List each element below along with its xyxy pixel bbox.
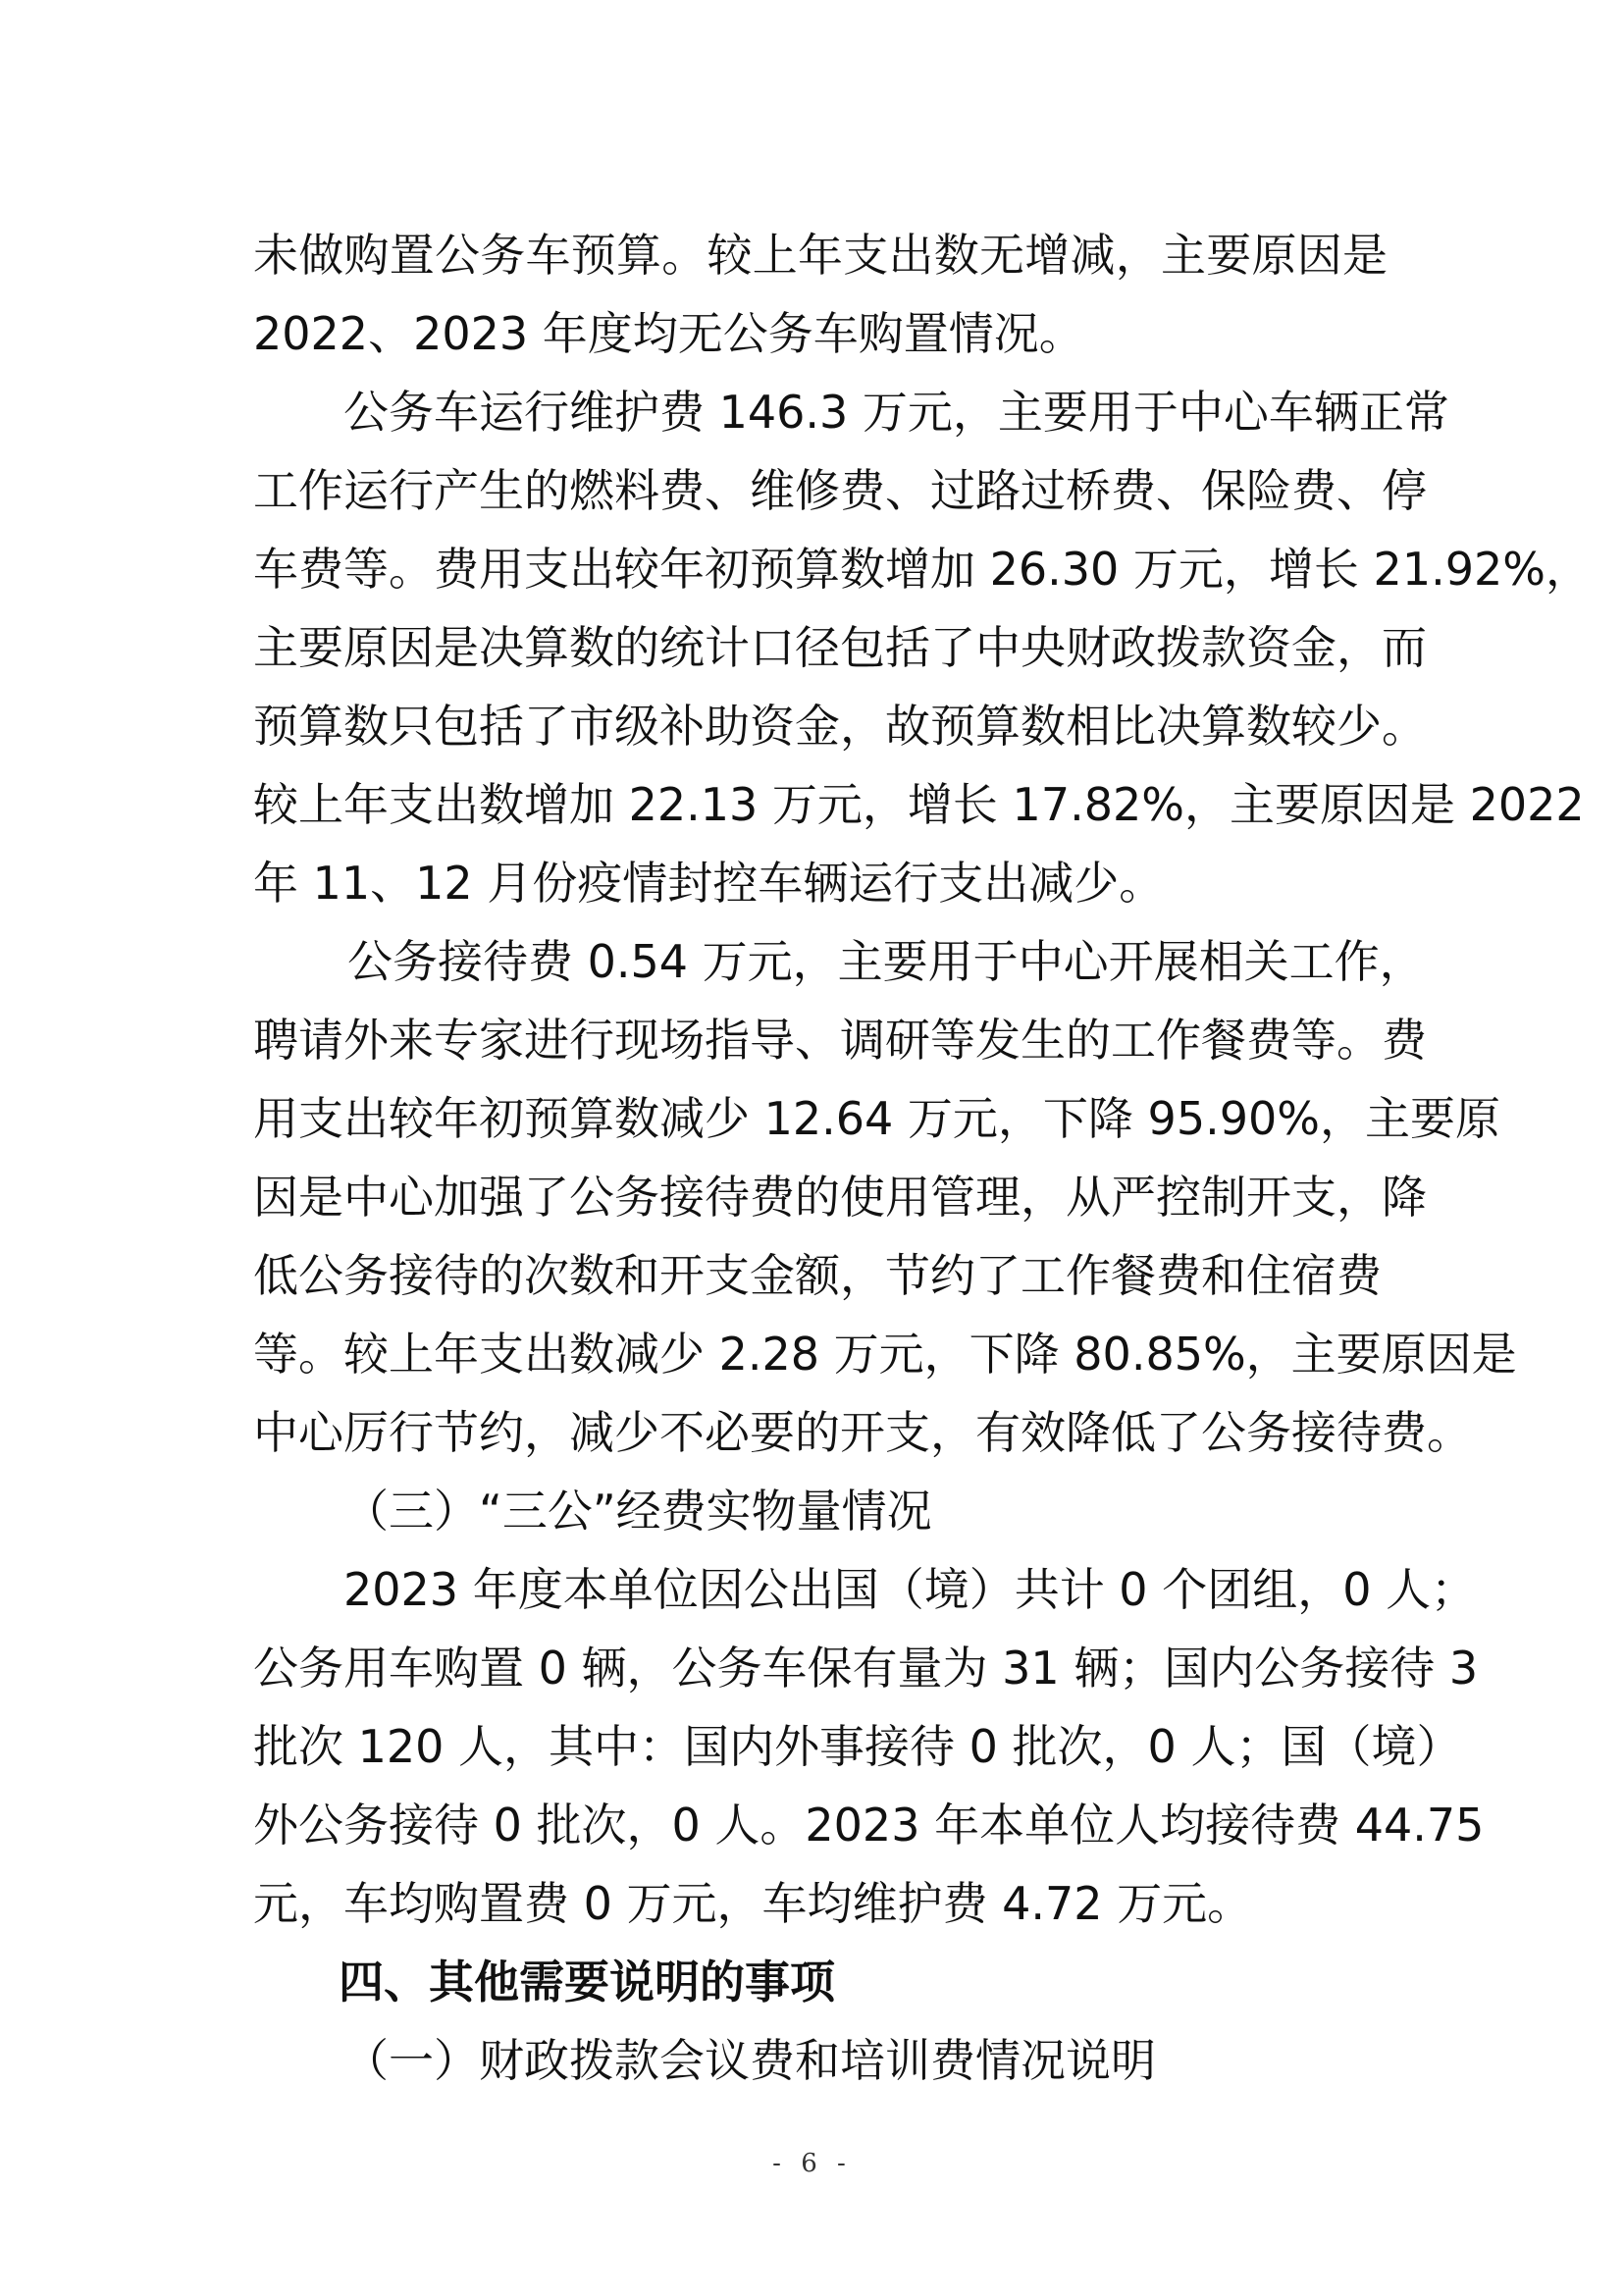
body-line: 较上年支出数增加 22.13 万元，增长 17.82%，主要原因是 2022 (253, 778, 1585, 831)
body-line: 用支出较年初预算数减少 12.64 万元，下降 95.90%，主要原 (253, 1092, 1500, 1145)
chapter-heading: 四、其他需要说明的事项 (339, 1956, 835, 2008)
body-line: 公务车运行维护费 146.3 万元，主要用于中心车辆正常 (343, 386, 1449, 439)
body-line: 元，车均购置费 0 万元，车均维护费 4.72 万元。 (253, 1877, 1253, 1930)
body-line: 聘请外来专家进行现场指导、调研等发生的工作餐费等。费 (253, 1014, 1427, 1067)
body-line: 中心厉行节约，减少不必要的开支，有效降低了公务接待费。 (253, 1406, 1472, 1459)
body-line: 等。较上年支出数减少 2.28 万元，下降 80.85%，主要原因是 (253, 1328, 1517, 1381)
section-heading: （三）“三公”经费实物量情况 (343, 1485, 932, 1538)
body-line: 2022、2023 年度均无公务车购置情况。 (253, 307, 1084, 360)
page-number: - 6 - (772, 2149, 852, 2178)
body-line: 低公务接待的次数和开支金额，节约了工作餐费和住宿费 (253, 1249, 1382, 1302)
body-line: 年 11、12 月份疫情封控车辆运行支出减少。 (253, 857, 1165, 910)
body-line: 因是中心加强了公务接待费的使用管理，从严控制开支，降 (253, 1171, 1427, 1224)
body-line: 批次 120 人，其中：国内外事接待 0 批次，0 人；国（境） (253, 1720, 1462, 1773)
body-line: 工作运行产生的燃料费、维修费、过路过桥费、保险费、停 (253, 464, 1427, 517)
body-line: 2023 年度本单位因公出国（境）共计 0 个团组，0 人； (343, 1563, 1477, 1616)
body-line: 公务接待费 0.54 万元，主要用于中心开展相关工作， (347, 935, 1425, 988)
body-line: 预算数只包括了市级补助资金，故预算数相比决算数较少。 (253, 700, 1427, 753)
body-line: 车费等。费用支出较年初预算数增加 26.30 万元，增长 21.92%， (253, 543, 1591, 596)
body-line: 公务用车购置 0 辆，公务车保有量为 31 辆；国内公务接待 3 (253, 1642, 1479, 1695)
body-line: 未做购置公务车预算。较上年支出数无增减，主要原因是 (253, 229, 1388, 282)
body-line: 主要原因是决算数的统计口径包括了中央财政拨款资金，而 (253, 621, 1427, 674)
body-line: 外公务接待 0 批次，0 人。2023 年本单位人均接待费 44.75 (253, 1799, 1485, 1852)
section-heading: （一）财政拨款会议费和培训费情况说明 (343, 2034, 1156, 2087)
